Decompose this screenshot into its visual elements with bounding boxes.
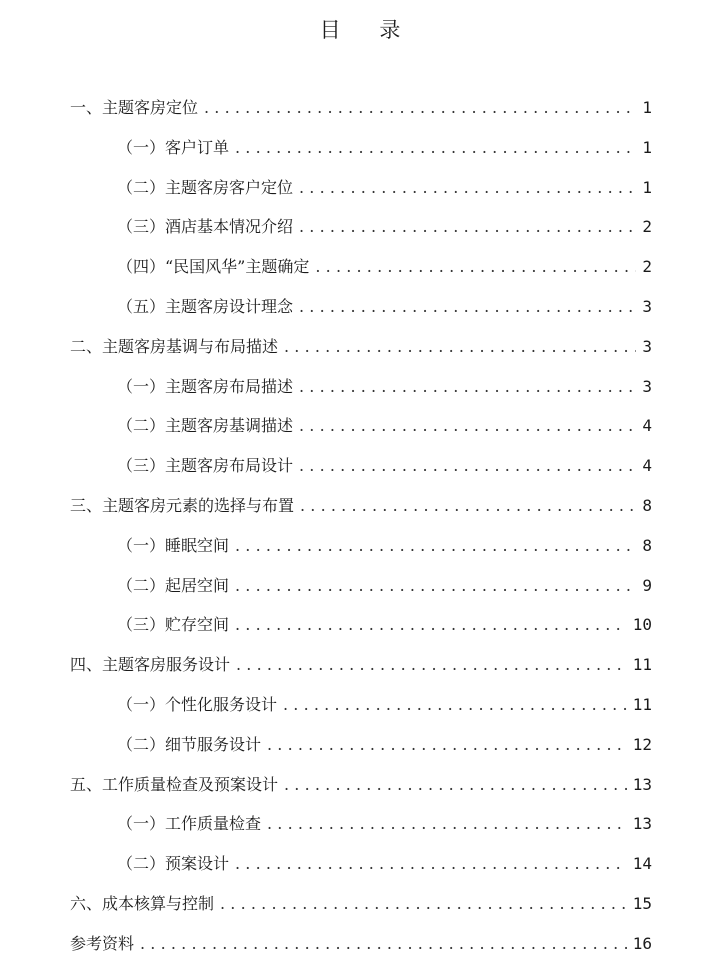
- toc-entry-label: 三、主题客房元素的选择与布置: [70, 495, 295, 515]
- toc-dot-leader: [299, 446, 636, 486]
- toc-dot-leader: [284, 327, 636, 367]
- toc-dot-leader: [236, 645, 627, 685]
- toc-dot-leader: [235, 566, 636, 606]
- toc-page-number: 11: [632, 655, 652, 675]
- toc-entry-label: 参考资料: [70, 933, 135, 953]
- toc-page-number: 3: [642, 376, 652, 396]
- toc-entry[interactable]: [70, 287, 652, 327]
- toc-entry-label: （一）主题客房布局描述: [117, 376, 294, 396]
- toc-entry-label: （四）“民国风华”主题确定: [117, 257, 310, 277]
- toc-page-number: 2: [642, 257, 652, 277]
- toc-page-number: 12: [632, 734, 652, 754]
- toc-page-number: 2: [642, 217, 652, 237]
- table-of-contents: [70, 88, 652, 964]
- toc-page-number: 1: [642, 98, 652, 117]
- toc-page-number: 16: [632, 933, 652, 953]
- toc-dot-leader: [267, 804, 627, 844]
- toc-entry-label: 一、主题客房定位: [70, 98, 199, 117]
- toc-page-number: 1: [642, 177, 652, 197]
- toc-page-number: 8: [642, 495, 652, 515]
- toc-entry[interactable]: [70, 884, 652, 924]
- toc-page-number: 13: [632, 814, 652, 834]
- toc-page-number: 3: [642, 336, 652, 356]
- toc-entry[interactable]: [70, 924, 652, 964]
- toc-dot-leader: [299, 168, 636, 208]
- toc-entry-label: （三）贮存空间: [117, 615, 230, 635]
- toc-entry[interactable]: [70, 168, 652, 208]
- toc-dot-leader: [235, 526, 636, 566]
- toc-dot-leader: [235, 844, 627, 884]
- toc-entry-label: 四、主题客房服务设计: [70, 655, 231, 675]
- toc-dot-leader: [204, 88, 636, 128]
- toc-entry-label: 五、工作质量检查及预案设计: [70, 774, 279, 794]
- toc-dot-leader: [284, 765, 627, 805]
- toc-dot-leader: [220, 884, 627, 924]
- toc-entry[interactable]: [70, 207, 652, 247]
- toc-page-number: 8: [642, 535, 652, 555]
- toc-entry-label: （一）工作质量检查: [117, 814, 262, 834]
- toc-entry[interactable]: [70, 605, 652, 645]
- toc-page-number: 4: [642, 456, 652, 476]
- toc-page-number: 1: [642, 137, 652, 157]
- toc-entry-label: （一）个性化服务设计: [117, 694, 278, 714]
- toc-entry-label: （三）酒店基本情况介绍: [117, 217, 294, 237]
- toc-page-number: 4: [642, 416, 652, 436]
- toc-dot-leader: [283, 685, 627, 725]
- toc-dot-leader: [299, 406, 636, 446]
- toc-page-number: 14: [632, 854, 652, 874]
- toc-entry[interactable]: [70, 645, 652, 685]
- toc-page-number: 9: [642, 575, 652, 595]
- toc-page-number: 15: [632, 893, 652, 913]
- toc-dot-leader: [299, 207, 636, 247]
- toc-entry-label: （一）客户订单: [117, 137, 230, 157]
- toc-entry[interactable]: [70, 327, 652, 367]
- toc-entry-label: （五）主题客房设计理念: [117, 296, 294, 316]
- toc-entry-label: （二）起居空间: [117, 575, 230, 595]
- toc-entry[interactable]: [70, 844, 652, 884]
- toc-entry[interactable]: [70, 446, 652, 486]
- toc-entry-label: （二）主题客房基调描述: [117, 416, 294, 436]
- toc-entry[interactable]: [70, 88, 652, 128]
- toc-dot-leader: [235, 605, 627, 645]
- toc-entry-label: （一）睡眠空间: [117, 535, 230, 555]
- toc-page-number: 3: [642, 296, 652, 316]
- toc-page-number: 10: [632, 615, 652, 635]
- toc-dot-leader: [235, 128, 636, 168]
- toc-dot-leader: [300, 486, 636, 526]
- toc-entry-label: （三）主题客房布局设计: [117, 456, 294, 476]
- toc-entry[interactable]: [70, 566, 652, 606]
- toc-dot-leader: [267, 725, 627, 765]
- toc-entry[interactable]: [70, 128, 652, 168]
- toc-entry-label: 二、主题客房基调与布局描述: [70, 336, 279, 356]
- toc-entry-label: （二）预案设计: [117, 854, 230, 874]
- toc-page-number: 11: [632, 694, 652, 714]
- toc-entry[interactable]: [70, 367, 652, 407]
- toc-page-number: 13: [632, 774, 652, 794]
- toc-dot-leader: [315, 247, 636, 287]
- toc-entry-label: 六、成本核算与控制: [70, 893, 215, 913]
- toc-entry[interactable]: [70, 765, 652, 805]
- toc-entry[interactable]: [70, 804, 652, 844]
- toc-entry[interactable]: [70, 685, 652, 725]
- toc-dot-leader: [140, 924, 627, 964]
- toc-entry[interactable]: [70, 406, 652, 446]
- toc-dot-leader: [299, 287, 636, 327]
- toc-entry-label: （二）主题客房客户定位: [117, 177, 294, 197]
- toc-entry[interactable]: [70, 526, 652, 566]
- toc-dot-leader: [299, 367, 636, 407]
- toc-entry[interactable]: [70, 247, 652, 287]
- toc-entry[interactable]: [70, 486, 652, 526]
- page-title: 目 录: [319, 18, 417, 42]
- toc-entry-label: （二）细节服务设计: [117, 734, 262, 754]
- toc-entry[interactable]: [70, 725, 652, 765]
